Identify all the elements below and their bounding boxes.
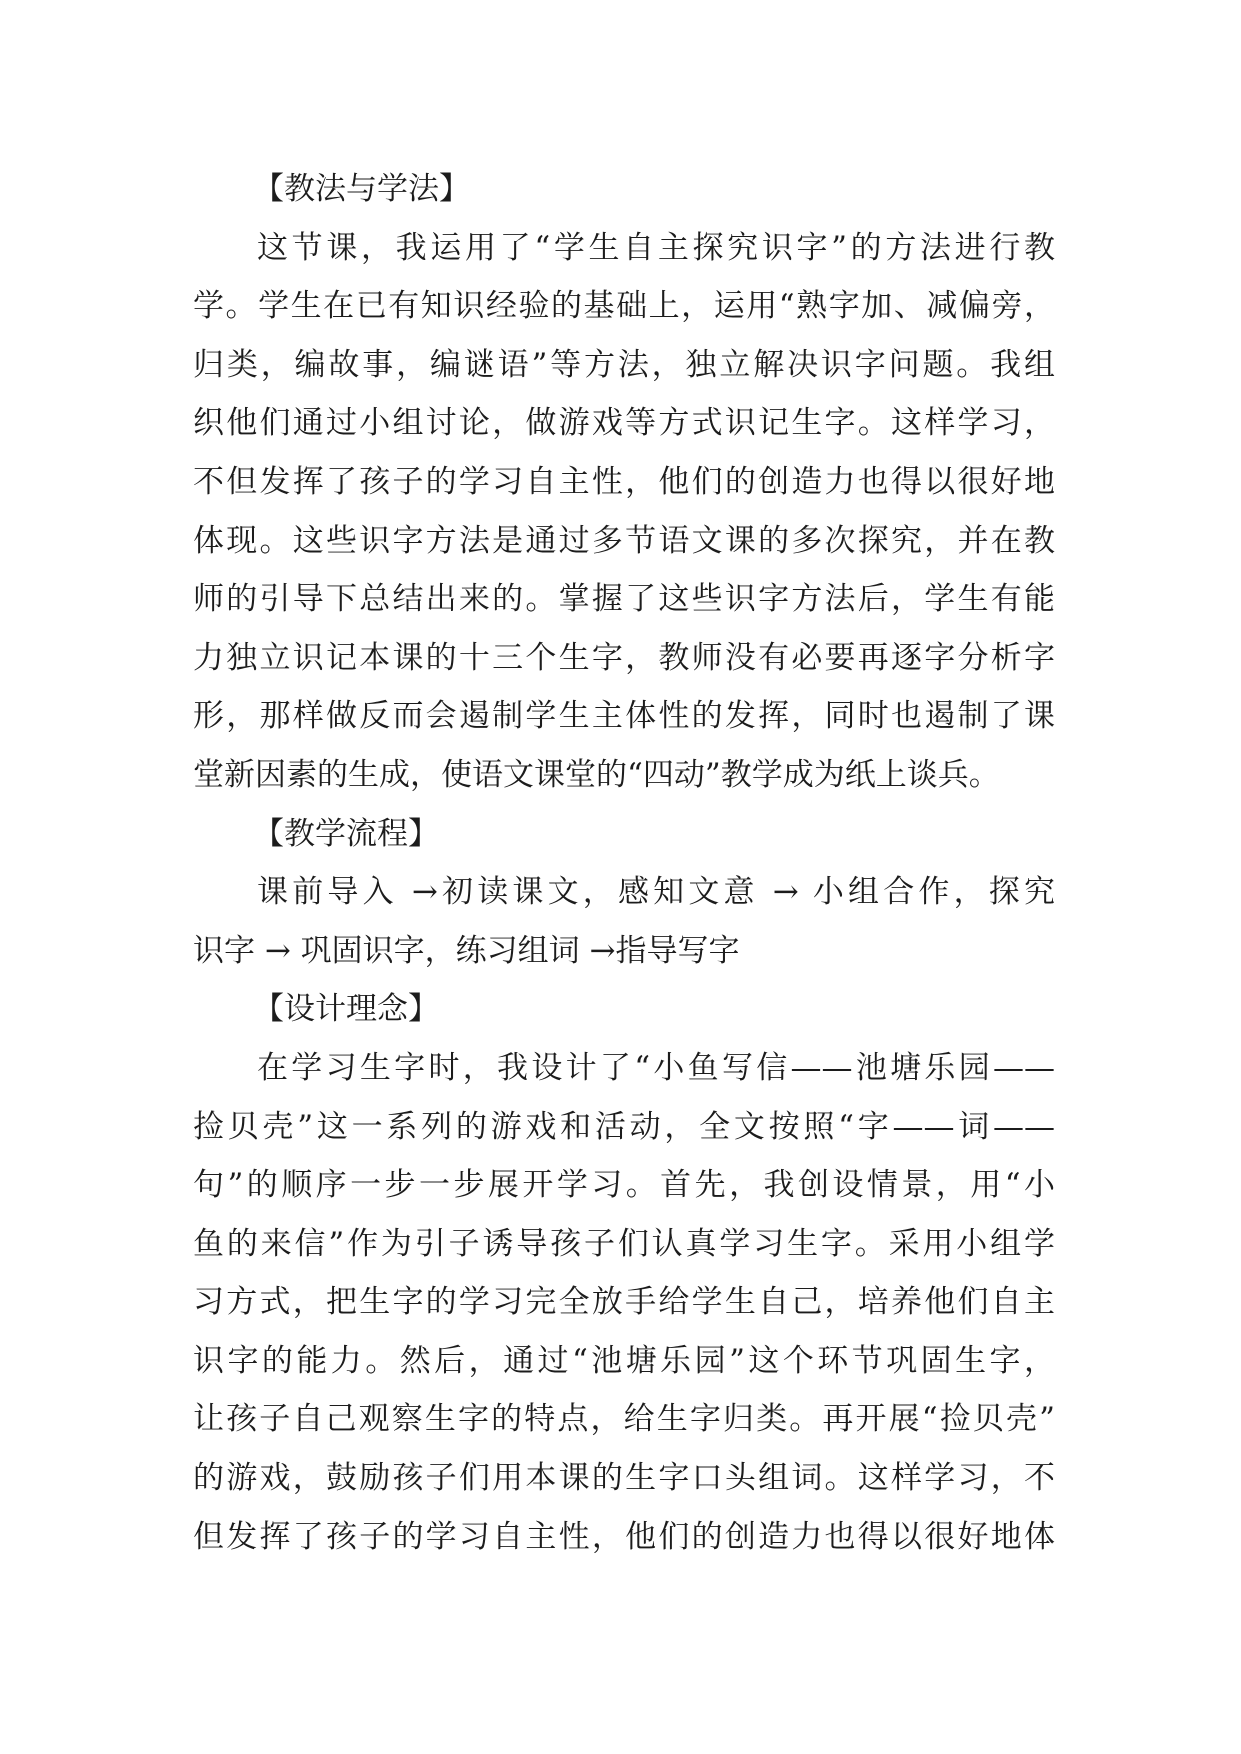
body-line: 捡贝壳”这一系列的游戏和活动，全文按照“字——词—— bbox=[193, 1108, 1055, 1145]
body-line: 不但发挥了孩子的学习自主性，他们的创造力也得以很好地 bbox=[193, 463, 1055, 500]
body-line: 堂新因素的生成，使语文课堂的“四动”教学成为纸上谈兵。 bbox=[193, 756, 1000, 793]
body-line: 体现。这些识字方法是通过多节语文课的多次探究，并在教 bbox=[193, 522, 1055, 559]
section-heading-process: 【教学流程】 bbox=[253, 815, 439, 852]
body-line: 归类，编故事，编谜语”等方法，独立解决识字问题。我组 bbox=[193, 346, 1055, 383]
body-line: 织他们通过小组讨论，做游戏等方式识记生字。这样学习， bbox=[193, 405, 1055, 442]
document-page bbox=[193, 160, 1055, 1566]
body-line: 识字 → 巩固识字，练习组词 →指导写字 bbox=[193, 932, 740, 969]
body-line: 课前导入 →初读课文，感知文意 → 小组合作，探究 bbox=[257, 874, 1055, 911]
body-line: 力独立识记本课的十三个生字，教师没有必要再逐字分析字 bbox=[193, 639, 1055, 676]
body-line: 的游戏，鼓励孩子们用本课的生字口头组词。这样学习，不 bbox=[193, 1460, 1055, 1497]
body-line: 在学习生字时，我设计了“小鱼写信——池塘乐园—— bbox=[257, 1049, 1055, 1086]
body-line: 习方式，把生字的学习完全放手给学生自己，培养他们自主 bbox=[193, 1284, 1055, 1321]
body-line: 鱼的来信”作为引子诱导孩子们认真学习生字。采用小组学 bbox=[193, 1225, 1055, 1262]
body-line: 但发挥了孩子的学习自主性，他们的创造力也得以很好地体 bbox=[193, 1518, 1055, 1555]
body-line: 识字的能力。然后，通过“池塘乐园”这个环节巩固生字， bbox=[193, 1342, 1055, 1379]
section-heading-methods: 【教法与学法】 bbox=[253, 171, 470, 207]
section-heading-design: 【设计理念】 bbox=[253, 991, 439, 1028]
body-line: 这节课，我运用了“学生自主探究识字”的方法进行教 bbox=[257, 229, 1055, 266]
body-line: 学。学生在已有知识经验的基础上，运用“熟字加、减偏旁， bbox=[193, 288, 1055, 325]
body-line: 师的引导下总结出来的。掌握了这些识字方法后，学生有能 bbox=[193, 581, 1055, 618]
body-line: 形，那样做反而会遏制学生主体性的发挥，同时也遏制了课 bbox=[193, 698, 1055, 735]
body-line: 句”的顺序一步一步展开学习。首先，我创设情景，用“小 bbox=[193, 1167, 1055, 1204]
body-line: 让孩子自己观察生字的特点，给生字归类。再开展“捡贝壳” bbox=[193, 1401, 1055, 1438]
